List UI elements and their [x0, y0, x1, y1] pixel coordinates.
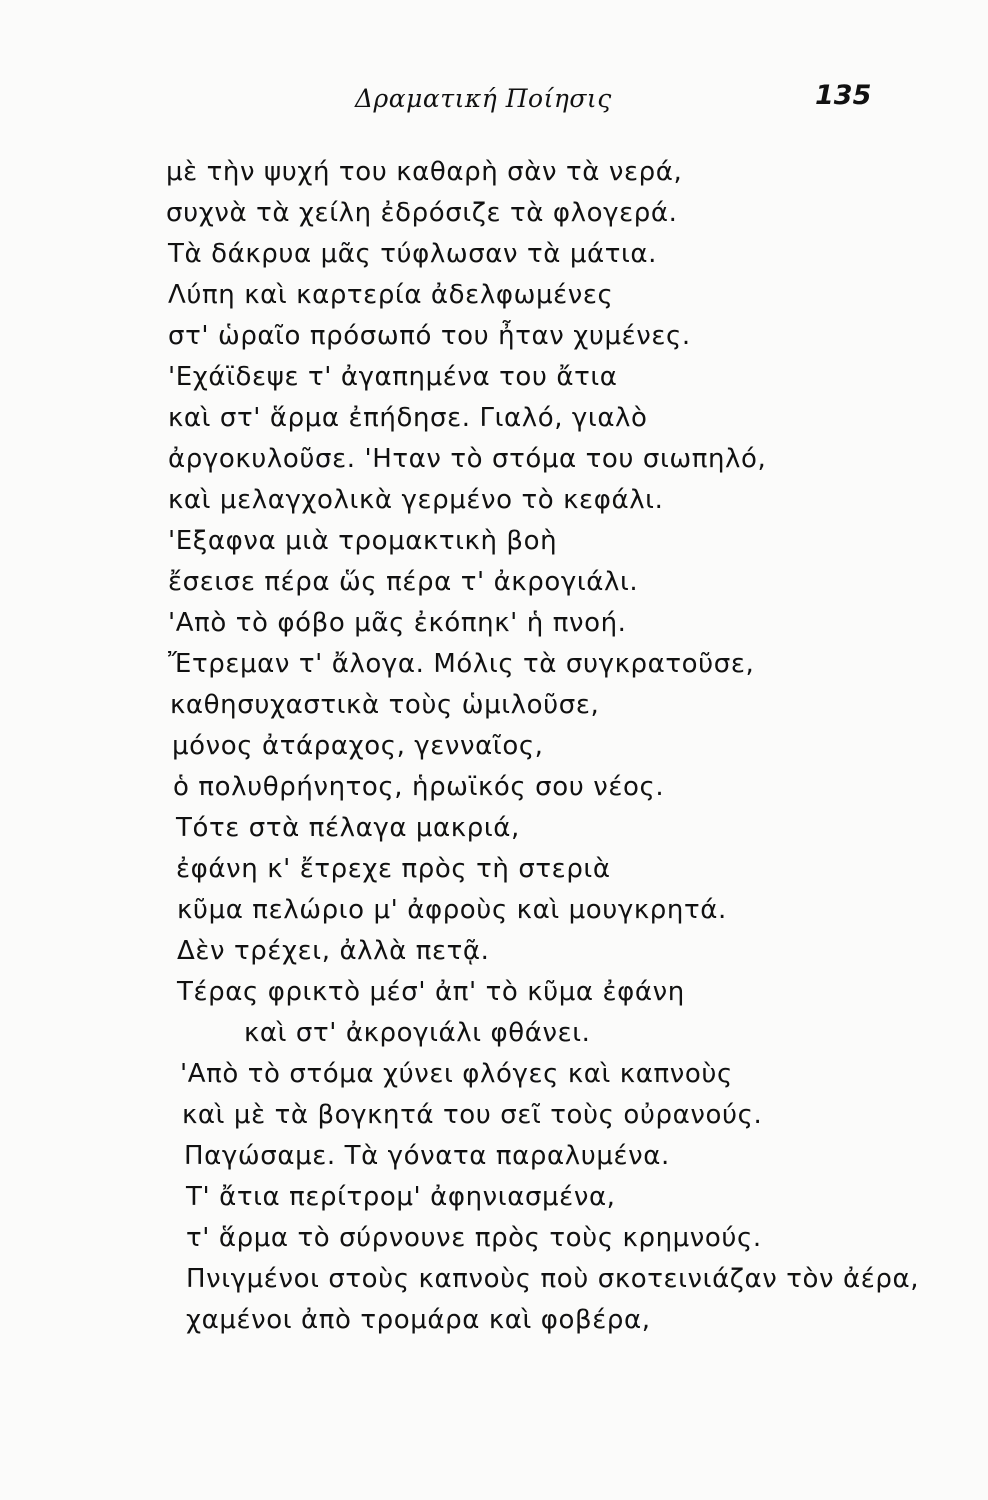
poem-line: Ἔτρεμαν τ' ἄλογα. Μόλις τὰ συγκρατοῦσε,	[168, 649, 755, 679]
poem-line: συχνὰ τὰ χείλη ἐδρόσιζε τὰ φλογερά.	[166, 198, 678, 228]
poem-line: Δὲν τρέχει, ἀλλὰ πετᾷ.	[177, 936, 490, 966]
poem-line: Τὰ δάκρυα μᾶς τύφλωσαν τὰ μάτια.	[168, 239, 658, 269]
poem-line: Τέρας φρικτὸ μέσ' ἀπ' τὸ κῦμα ἐφάνη	[177, 977, 685, 1007]
poem-line: κῦμα πελώριο μ' ἀφροὺς καὶ μουγκρητά.	[177, 895, 727, 925]
poem-line: καὶ στ' ἀκρογιάλι φθάνει.	[244, 1018, 591, 1048]
poem-line: ὁ πολυθρήνητος, ἡρωϊκός σου νέος.	[173, 772, 665, 802]
poem-line: Παγώσαμε. Τὰ γόνατα παραλυμένα.	[184, 1141, 670, 1171]
poem-line: ἀργοκυλοῦσε. 'Ηταν τὸ στόμα του σιωπηλό,	[168, 444, 767, 474]
poem-line: 'Εξαφνα μιὰ τρομακτικὴ βοὴ	[168, 526, 558, 556]
poem-line: χαμένοι ἀπὸ τρομάρα καὶ φοβέρα,	[186, 1305, 651, 1335]
poem-line: μόνος ἀτάραχος, γενναῖος,	[172, 731, 544, 761]
poem-line: μὲ τὴν ψυχή του καθαρὴ σὰν τὰ νερά,	[166, 157, 683, 187]
poem-line: καὶ στ' ἅρμα ἐπήδησε. Γιαλό, γιαλὸ	[168, 403, 648, 433]
poem-line: 'Απὸ τὸ φόβο μᾶς ἐκόπηκ' ἡ πνοή.	[168, 608, 627, 638]
poem-line: στ' ὡραῖο πρόσωπό του ἦταν χυμένες.	[168, 321, 691, 351]
poem-line: Πνιγμένοι στοὺς καπνοὺς ποὺ σκοτεινιάζαν τὸν ἀέρα,	[186, 1264, 920, 1294]
poem-line: ἐφάνη κ' ἔτρεχε πρὸς τὴ στεριὰ	[176, 854, 611, 884]
poem-line: καὶ μελαγχολικὰ γερμένο τὸ κεφάλι.	[168, 485, 664, 515]
poem-line: Τότε στὰ πέλαγα μακριά,	[176, 813, 520, 843]
poem-line: ἔσεισε πέρα ὥς πέρα τ' ἀκρογιάλι.	[168, 567, 639, 597]
poem-line: 'Απὸ τὸ στόμα χύνει φλόγες καὶ καπνοὺς	[180, 1059, 733, 1089]
running-head	[0, 80, 988, 124]
page-number: 135	[815, 80, 872, 111]
poem-line: καὶ μὲ τὰ βογκητά του σεῖ τοὺς οὐρανούς.	[182, 1100, 763, 1130]
running-head-title: Δραματική Ποίησις	[355, 84, 612, 113]
poem-line: 'Εχάϊδεψε τ' ἀγαπημένα του ἄτια	[168, 362, 618, 392]
poem-line: καθησυχαστικὰ τοὺς ὡμιλοῦσε,	[170, 690, 600, 720]
poem-line: τ' ἅρμα τὸ σύρνουνε πρὸς τοὺς κρημνούς.	[186, 1223, 762, 1253]
poem-line: Τ' ἄτια περίτρομ' ἀφηνιασμένα,	[186, 1182, 616, 1212]
poem-line: Λύπη καὶ καρτερία ἀδελφωμένες	[168, 280, 614, 310]
